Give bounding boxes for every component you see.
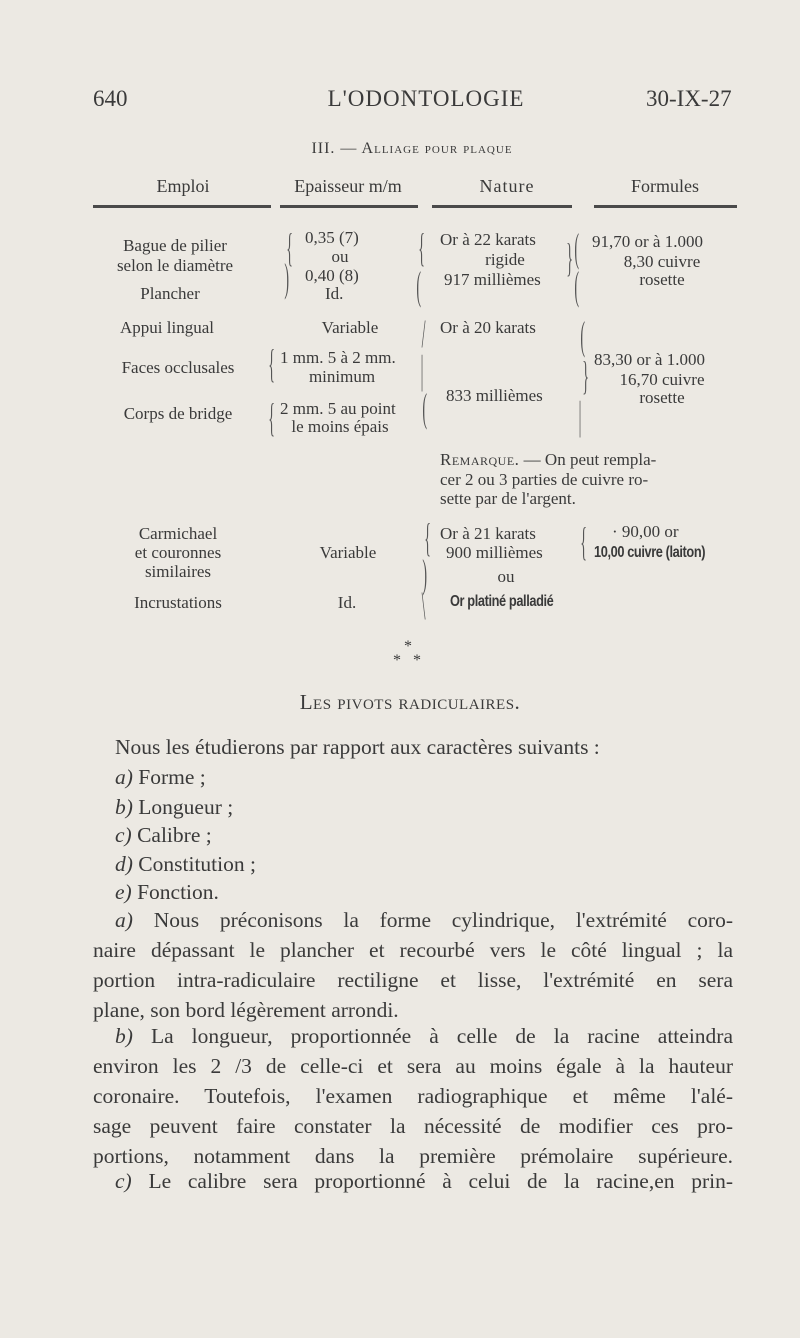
column-header-epaisseur: Epaisseur m/m <box>294 176 402 196</box>
list-letter-d: d) <box>115 852 133 876</box>
epaisseur-variable-1: Variable <box>321 318 379 337</box>
page-number: 640 <box>93 86 128 111</box>
brace-formules-1a: ( <box>574 225 579 270</box>
para-b-letter: b) <box>115 1024 133 1048</box>
emploi-selon: selon le diamètre <box>116 256 234 275</box>
table-title: III. — Alliage pour plaque <box>311 140 513 157</box>
para-b-line-5: portions, notamment dans la première prémolaire supérieure. <box>93 1144 733 1168</box>
emploi-plancher: Plancher <box>140 284 200 303</box>
list-letter-b: b) <box>115 795 133 819</box>
para-a-letter: a) <box>115 908 133 932</box>
brace-formules-2a: ( <box>580 313 585 358</box>
brace-formules-2c: | <box>578 393 582 438</box>
journal-title: L'ODONTOLOGIE <box>327 86 525 111</box>
emploi-faces-occlusales: Faces occlusales <box>121 358 235 377</box>
emploi-incrustations: Incrustations <box>134 593 222 612</box>
nature-or21: Or à 21 karats <box>440 524 536 543</box>
para-c-text-1: Le calibre sera proportionné à celui de la racine,en prin- <box>148 1169 734 1193</box>
nature-or22: Or à 22 karats <box>440 230 536 249</box>
para-a-line-3: portion intra-radiculaire rectiligne et lisse, l'extrémité en sera <box>93 968 733 992</box>
nature-or-platine: Or platiné palladié <box>450 593 554 610</box>
epaisseur-ou: ou <box>331 247 349 266</box>
asterism-top: * <box>404 638 412 655</box>
brace-left-epaisseur-1: { <box>286 225 293 270</box>
paragraph-a <box>93 905 733 1025</box>
intro-line: Nous les étudierons par rapport aux caractères suivants : <box>115 735 600 759</box>
section-title: Les pivots radiculaires. <box>299 690 521 714</box>
brace-nature-2a: / <box>421 311 426 356</box>
para-a-line-1 <box>93 905 733 935</box>
epaisseur-minimum: minimum <box>308 367 376 386</box>
list-letter-e: e) <box>115 880 132 904</box>
para-a-line-2: naire dépassant le plancher et recourbé vers le côté lingual ; la <box>93 938 733 962</box>
column-header-formules: Formules <box>630 176 700 196</box>
remarque-text-1: — On peut rempla- <box>523 450 657 469</box>
epaisseur-1mm5: 1 mm. 5 à 2 mm. <box>280 348 396 367</box>
nature-917: 917 millièmes <box>444 270 541 289</box>
formule-9170: 91,70 or à 1.000 <box>592 232 703 251</box>
formule-830: 8,30 cuivre <box>623 252 701 271</box>
formule-rosette-1: rosette <box>639 270 685 289</box>
brace-faces: { <box>268 341 275 386</box>
epaisseur-2mm5: 2 mm. 5 au point <box>280 399 396 418</box>
formule-9000-value: 90,00 or <box>621 522 679 541</box>
formule-9000: · 90,00 or <box>612 522 679 541</box>
epaisseur-id-2: Id. <box>337 593 357 612</box>
para-c-line-1 <box>93 1166 733 1196</box>
epaisseur-id-1: Id. <box>325 284 344 303</box>
formule-1000-laiton: 10,00 cuivre (laiton) <box>594 544 706 561</box>
formule-8330: 83,30 or à 1.000 <box>594 350 705 369</box>
list-item-d <box>115 849 256 879</box>
list-letter-a: a) <box>115 765 133 789</box>
brace-nature-3b: ) <box>422 551 427 596</box>
remarque-line-2: cer 2 ou 3 parties de cuivre ro- <box>440 470 649 489</box>
emploi-appui-lingual: Appui lingual <box>120 318 214 337</box>
column-header-emploi: Emploi <box>156 176 210 196</box>
remarque-label: Remarque. <box>440 450 520 469</box>
epaisseur-040: 0,40 (8) <box>305 266 359 285</box>
nature-rigide: rigide <box>485 250 525 269</box>
brace-left-epaisseur-1b: ) <box>284 255 289 300</box>
list-item-b <box>115 792 233 822</box>
nature-900: 900 millièmes <box>446 543 543 562</box>
header-rule-formules <box>594 205 737 208</box>
epaisseur-moins-epais: le moins épais <box>291 417 389 436</box>
list-item-c <box>115 820 212 850</box>
formule-1670: 16,70 cuivre <box>619 370 705 389</box>
header-rule-nature <box>432 205 572 208</box>
brace-nature-2b: | <box>420 347 424 392</box>
paragraph-b <box>93 1021 733 1171</box>
paragraph-c <box>93 1166 733 1196</box>
list-letter-c: c) <box>115 823 132 847</box>
issue-date: 30-IX-27 <box>646 86 732 111</box>
brace-formules-3: { <box>580 519 587 564</box>
list-text-b: Longueur ; <box>138 795 234 819</box>
list-text-c: Calibre ; <box>137 823 212 847</box>
list-text-d: Constitution ; <box>138 852 256 876</box>
brace-nature-3a: { <box>424 515 431 560</box>
para-a-text-1: Nous préconisons la forme cylindrique, l'extrémité coro- <box>153 908 733 932</box>
remarque-line-1 <box>440 450 656 470</box>
remarque-line-3: sette par de l'argent. <box>440 489 576 508</box>
para-c-letter: c) <box>115 1169 132 1193</box>
list-item-e <box>115 877 219 907</box>
brace-nature-1c: } <box>566 235 573 280</box>
brace-formules-2b: } <box>582 353 589 398</box>
para-b-line-3: coronaire. Toutefois, l'examen radiographique et même l'alé- <box>93 1084 733 1108</box>
formule-rosette-2: rosette <box>639 388 685 407</box>
para-b-text-1: La longueur, proportionnée à celle de la racine atteindra <box>150 1024 733 1048</box>
header-rule-epaisseur <box>280 205 418 208</box>
list-text-a: Forme ; <box>138 765 206 789</box>
para-b-line-4: sage peuvent faire constater la nécessité de modifier ces pro- <box>93 1114 733 1138</box>
nature-ou: ou <box>497 567 515 586</box>
nature-833: 833 millièmes <box>446 386 543 405</box>
brace-nature-2c: ( <box>422 385 427 430</box>
epaisseur-variable-2: Variable <box>319 543 377 562</box>
list-text-e: Fonction. <box>137 880 219 904</box>
brace-nature-3c: \ <box>421 583 426 628</box>
list-item-a <box>115 762 206 792</box>
para-a-line-4: plane, son bord légèrement arrondi. <box>93 998 399 1022</box>
emploi-bague: Bague de pilier <box>123 236 227 255</box>
brace-corps: { <box>268 395 275 440</box>
para-b-line-1 <box>93 1021 733 1051</box>
emploi-corps-bridge: Corps de bridge <box>123 404 233 423</box>
column-header-nature: Nature <box>479 176 535 196</box>
emploi-similaires: similaires <box>144 562 212 581</box>
emploi-carmichael: Carmichael <box>138 524 218 543</box>
emploi-couronnes: et couronnes <box>134 543 222 562</box>
brace-nature-1b: ( <box>416 263 421 308</box>
nature-or20: Or à 20 karats <box>440 318 536 337</box>
brace-formules-1b: ( <box>574 263 579 308</box>
brace-nature-1a: { <box>418 225 425 270</box>
asterism-bottom: * * <box>393 652 425 669</box>
epaisseur-035: 0,35 (7) <box>305 228 359 247</box>
header-rule-emploi <box>93 205 271 208</box>
para-b-line-2: environ les 2 /3 de celle-ci et sera au moins égale à la hauteur <box>93 1054 733 1078</box>
